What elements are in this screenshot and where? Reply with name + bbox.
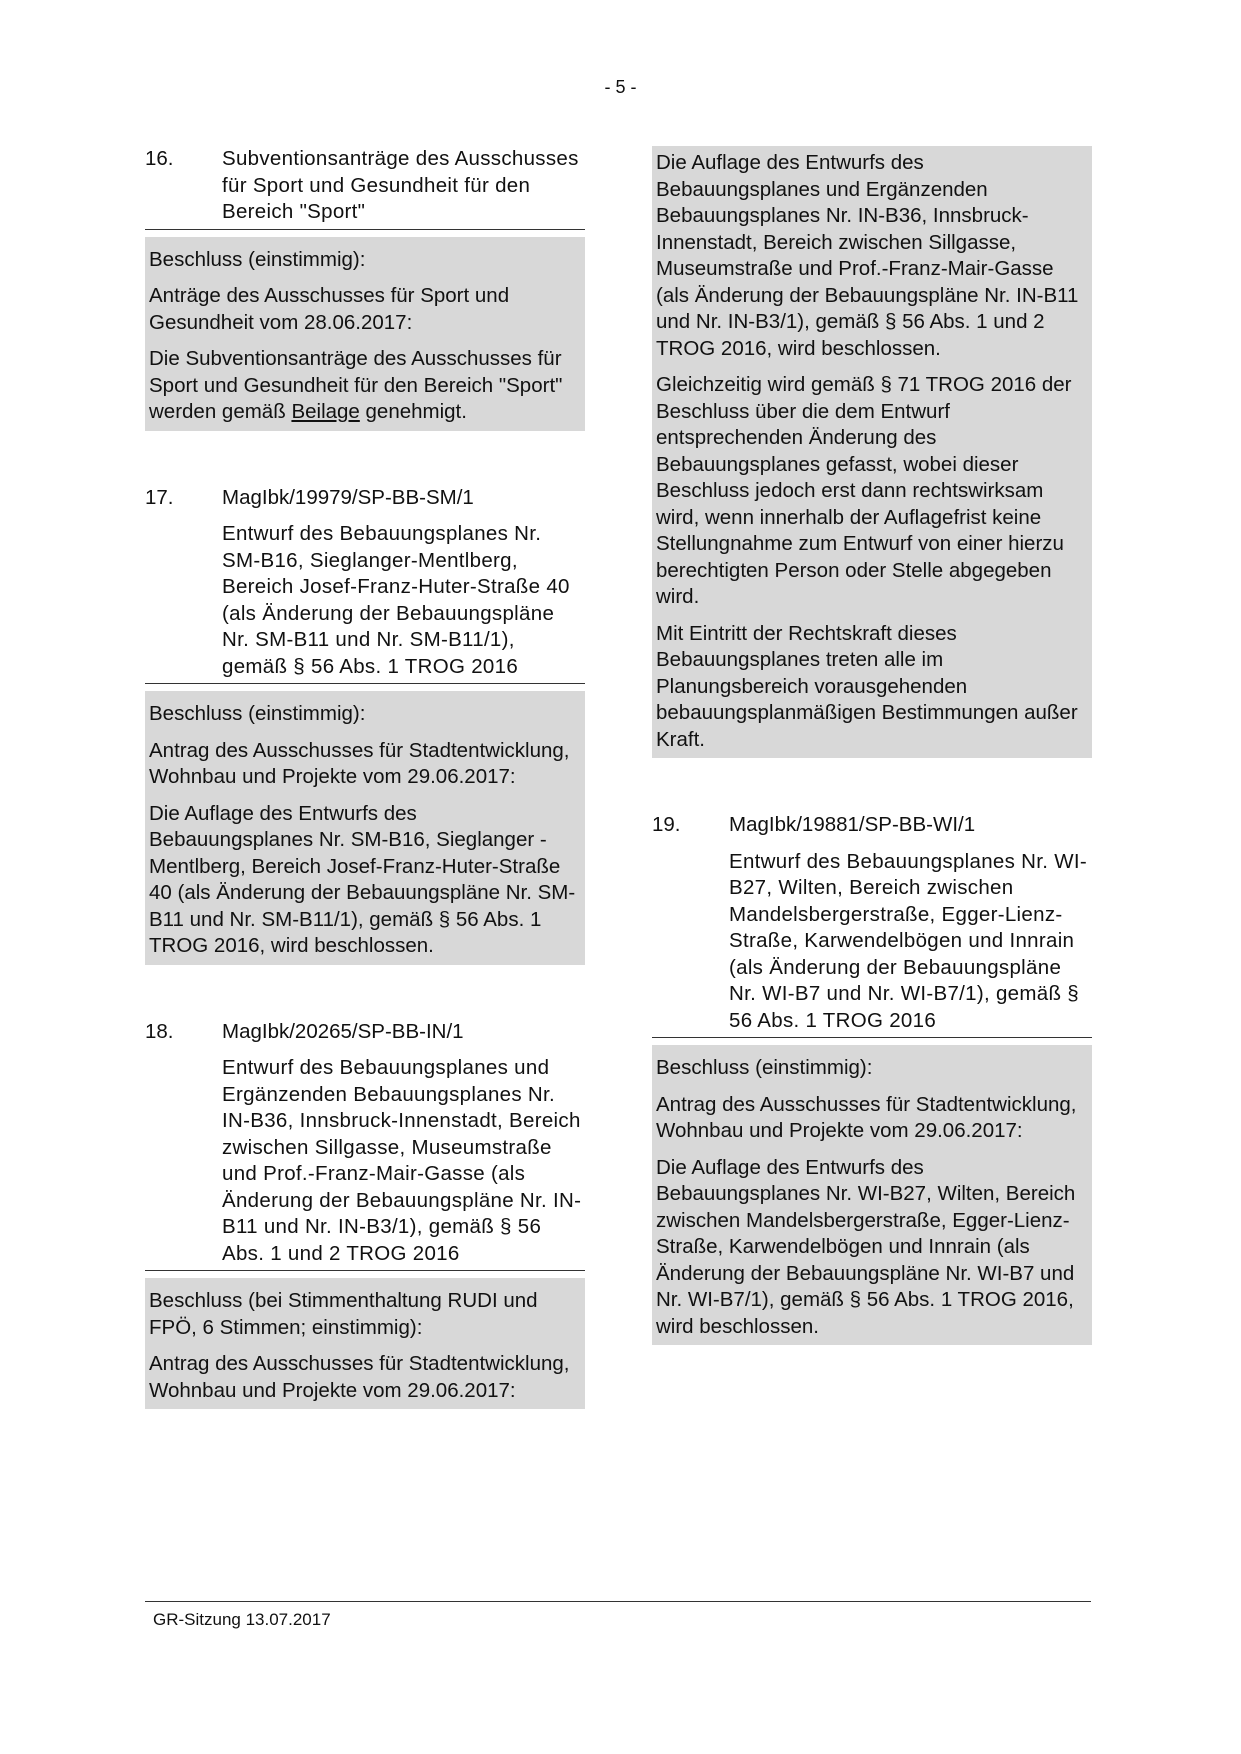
motion-text: Antrag des Ausschusses für Stadtentwicklung, Wohnbau und Projekte vom 29.06.2017: [656,1092,1077,1142]
decision-box [145,691,585,965]
right-column [652,146,1092,1345]
decision-label: Beschluss (bei Stimmenthaltung RUDI und FPÖ, 6 Stimmen; einstimmig): [149,1289,538,1339]
decision-label: Beschluss (einstimmig): [656,1056,873,1079]
resolution-text: Mit Eintritt der Rechtskraft dieses Bebauungsplanes treten alle im Planungsbereich vorausgehenden bebauungsplanmäßigen Bestimmungen außer Kraft. [656,621,1078,751]
item-title: Subventionsanträge des Ausschusses für Sport und Gesundheit für den Bereich "Sport" [222,147,579,223]
agenda-item-17 [145,485,585,965]
divider [145,229,585,230]
divider [145,683,585,684]
footer-divider [145,1601,1091,1602]
agenda-item-18 [145,1019,585,1410]
motion-text: Antrag des Ausschusses für Stadtentwicklung, Wohnbau und Projekte vom 29.06.2017: [149,738,570,788]
resolution-text: Die Auflage des Entwurfs des Bebauungsplanes Nr. SM-B16, Sieglanger - Mentlberg, Bereich Josef-Franz-Huter-Straße 40 (als Änderung der Bebauungspläne Nr. SM-B11 und Nr. SM-B11/1), gemäß § 56 Abs. 1 TROG 2016, wird beschlossen. [149,801,576,957]
item-title: Entwurf des Bebauungsplanes Nr. WI-B27, Wilten, Bereich zwischen Mandelsbergerstraße, Egger-Lienz-Straße, Karwendelbögen und Innrain (als Änderung der Bebauungspläne Nr. WI-B7 und Nr. WI-B7/1), gemäß § 56 Abs. 1 TROG 2016 [729,849,1088,1032]
agenda-item-16 [145,146,585,431]
item-number: 18. [145,1019,174,1043]
item-number: 19. [652,813,681,836]
item-reference: MagIbk/19881/SP-BB-WI/1 [729,813,976,836]
agenda-item-19 [652,812,1092,1345]
item-reference: MagIbk/19979/SP-BB-SM/1 [222,485,474,509]
resolution-text [149,346,581,426]
resolution-text: Die Auflage des Entwurfs des Bebauungsplanes und Ergänzenden Bebauungsplanes Nr. IN-B36, Innsbruck-Innenstadt, Bereich zwischen Sillgasse, Museumstraße und Prof.-Franz-Mair-Gasse (als Änderung der Bebauungspläne Nr. IN-B11 und Nr. IN-B3/1), gemäß § 56 Abs. 1 und 2 TROG 2016, wird beschlossen. [656,151,1079,360]
beilage-link[interactable]: Beilage [291,400,360,423]
item-title: Entwurf des Bebauungsplanes und Ergänzenden Bebauungsplanes Nr. IN-B36, Innsbruck-Innenstadt, Bereich zwischen Sillgasse, Museumstraße und Prof.-Franz-Mair-Gasse (als Änderung der Bebauungspläne Nr. IN-B11 und Nr. IN-B3/1), gemäß § 56 Abs. 1 und 2 TROG 2016 [222,1056,582,1265]
item-number: 17. [145,485,174,509]
item-number: 16. [145,147,174,170]
decision-box-continued [652,146,1092,758]
resolution-part: Die Subventionsanträge des Ausschusses für Sport und Gesundheit für den Bereich "Sport" werden gemäß [149,347,563,423]
resolution-part: genehmigt. [359,400,467,423]
motion-text: Anträge des Ausschusses für Sport und Gesundheit vom 28.06.2017: [149,284,510,334]
decision-label: Beschluss (einstimmig): [149,702,366,725]
divider [145,1270,585,1271]
footer-text: GR-Sitzung 13.07.2017 [153,1610,331,1629]
resolution-text: Die Auflage des Entwurfs des Bebauungsplanes Nr. WI-B27, Wilten, Bereich zwischen Mandelsbergerstraße, Egger-Lienz-Straße, Karwendelbögen und Innrain (als Änderung der Bebauungspläne Nr. WI-B7 und Nr. WI-B7/1), gemäß § 56 Abs. 1 TROG 2016, wird beschlossen. [656,1155,1076,1338]
divider [652,1037,1092,1038]
decision-label: Beschluss (einstimmig): [149,247,366,271]
motion-text: Antrag des Ausschusses für Stadtentwicklung, Wohnbau und Projekte vom 29.06.2017: [149,1352,570,1402]
item-title: Entwurf des Bebauungsplanes Nr. SM-B16, Sieglanger-Mentlberg, Bereich Josef-Franz-Huter-Straße 40 (als Änderung der Bebauungspläne Nr. SM-B11 und Nr. SM-B11/1), gemäß § 56 Abs. 1 TROG 2016 [222,522,570,678]
item-reference: MagIbk/20265/SP-BB-IN/1 [222,1019,464,1043]
left-column [145,146,585,1409]
resolution-text: Gleichzeitig wird gemäß § 71 TROG 2016 der Beschluss über die dem Entwurf entsprechenden Änderung des Bebauungsplanes gefasst, wobei dieser Beschluss jedoch erst dann rechtswirksam wird, wenn innerhalb der Auflagefrist keine Stellungnahme zum Entwurf von einer hierzu berechtigten Person oder Stelle abgegeben wird. [656,373,1072,608]
decision-box [145,237,585,431]
decision-box [652,1045,1092,1345]
page-number: - 5 - [604,77,637,97]
decision-box [145,1278,585,1409]
